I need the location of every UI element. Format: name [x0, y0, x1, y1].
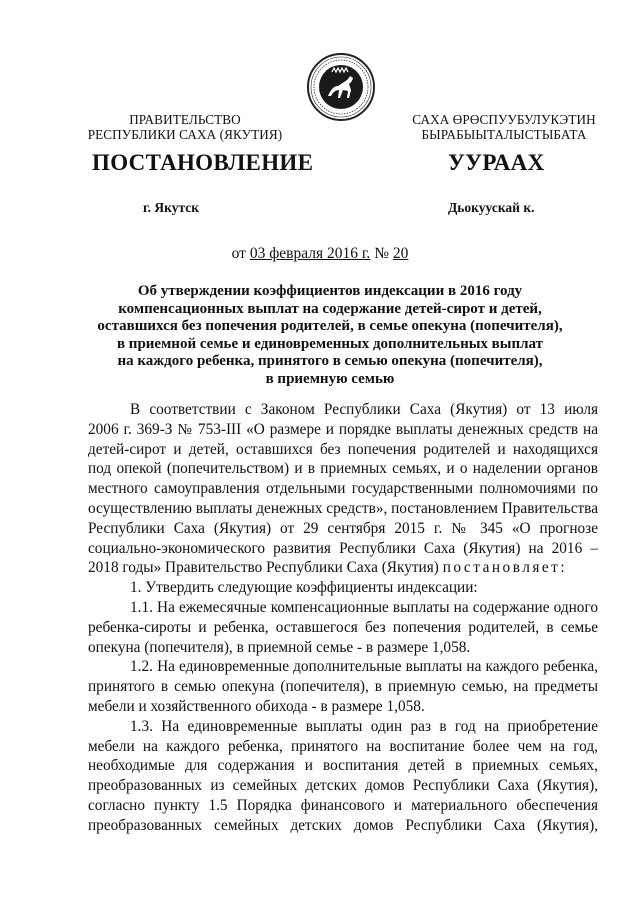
paragraph-line: социально-экономического развития Республики Саха (Якутия) на 2016 – — [88, 539, 598, 557]
paragraph-line: Республики Саха (Якутия) от 29 сентября 2015 г. № 345 «О прогнозе — [88, 519, 598, 537]
date-and-number — [0, 245, 640, 263]
city-yakut: Дьокуускай к. — [448, 200, 535, 215]
number-label: № — [370, 245, 393, 262]
issuer-line: ПРАВИТЕЛЬСТВО — [129, 112, 241, 127]
title-line: в приемную семью — [265, 370, 395, 387]
title-line: в приемной семье и единовременных дополнительных выплат — [116, 335, 544, 352]
paragraph-line — [88, 558, 598, 578]
doc-type-yakut: УУРААХ — [448, 150, 545, 175]
item-1-1-line: 1.1. На ежемесячные компенсационные выплаты на содержание одного — [130, 598, 598, 616]
paragraph-line: под опекой (попечительством) и в приемных семьях, и о наделении органов — [88, 460, 598, 478]
issuer-name-yakut — [388, 112, 620, 142]
title-line: оставшихся без попечения родителей, в семье опекуна (попечителя), — [97, 318, 563, 335]
title-line: на каждого ребенка, принятого в семью опекуна (попечителя), — [117, 353, 543, 370]
item-1-3-line: 1.3. На единовременные выплаты один раз в год на приобретение — [130, 717, 598, 735]
item-1-2-line: принятого в семью опекуна (попечителя), в приемную семью, на предметы — [88, 678, 598, 696]
document-title — [90, 283, 570, 389]
paragraph-line: 2006 г. 369-З № 753-III «О размере и порядке выплаты денежных средств на — [88, 420, 598, 438]
item-1: 1. Утвердить следующие коэффициенты индексации: — [130, 579, 478, 597]
doc-type-russian: ПОСТАНОВЛЕНИЕ — [92, 150, 314, 175]
issuer-name-russian — [80, 112, 290, 142]
item-1-1-line: опекуна (попечителя), в приемной семье - в размере 1,058. — [88, 638, 471, 656]
item-1-3-line: необходимые для содержания и воспитания детей в приемных семьях, — [88, 757, 598, 775]
paragraph-line: В соответствии с Законом Республики Саха (Якутия) от 13 июля — [130, 401, 598, 418]
item-1-2-line: мебели и хозяйственного обихода - в размере 1,058. — [88, 697, 425, 715]
resolution-word: постановляет: — [442, 559, 568, 577]
item-1-3-line: мебели на каждого ребенка, принятого на воспитание более чем на год, — [88, 737, 598, 755]
item-1-3-line: преобразованных из семейных детских домов Республики Саха (Якутия), — [88, 777, 598, 795]
paragraph-line: детей-сирот и детей, оставшихся без попечения родителей и находящихся — [88, 440, 598, 458]
paragraph-line: осуществлению выплаты денежных средств», постановлением Правительства — [88, 499, 598, 517]
issuer-line: САХА ӨРӨСПУУБУЛУКЭТИН — [412, 112, 596, 127]
paragraph-text: 2018 годы» Правительство Республики Саха (Якутия) — [88, 559, 443, 577]
item-1-3-line: преобразованных семейных детских домов Республики Саха (Якутия), — [88, 816, 598, 834]
item-1-1-line: ребенка-сироты и ребенка, оставшегося без попечения родителей, в семье — [88, 618, 598, 636]
document-body — [88, 400, 598, 836]
title-line: компенсационных выплат на содержание детей-сирот и детей, — [118, 300, 542, 317]
city-russian: г. Якутск — [143, 200, 200, 215]
paragraph-line: местного самоуправления отдельными государственными полномочиями по — [88, 480, 598, 498]
title-line: Об утверждении коэффициентов индексации в 2016 году — [137, 283, 523, 299]
issuer-line: БЫРАБЫЫТАЛЫСТЫБАТА — [421, 127, 587, 142]
item-1-3-line: согласно пункту 1.5 Порядка финансового и материального обеспечения — [88, 796, 598, 814]
date-prefix: от — [231, 245, 250, 262]
issuer-line: РЕСПУБЛИКИ САХА (ЯКУТИЯ) — [87, 127, 283, 142]
document-date: 03 февраля 2016 г. — [249, 245, 371, 262]
coat-of-arms-emblem — [306, 52, 376, 122]
item-1-2-line: 1.2. На единовременные дополнительные выплаты на каждого ребенка, — [130, 658, 598, 676]
document-number: 20 — [392, 245, 409, 262]
